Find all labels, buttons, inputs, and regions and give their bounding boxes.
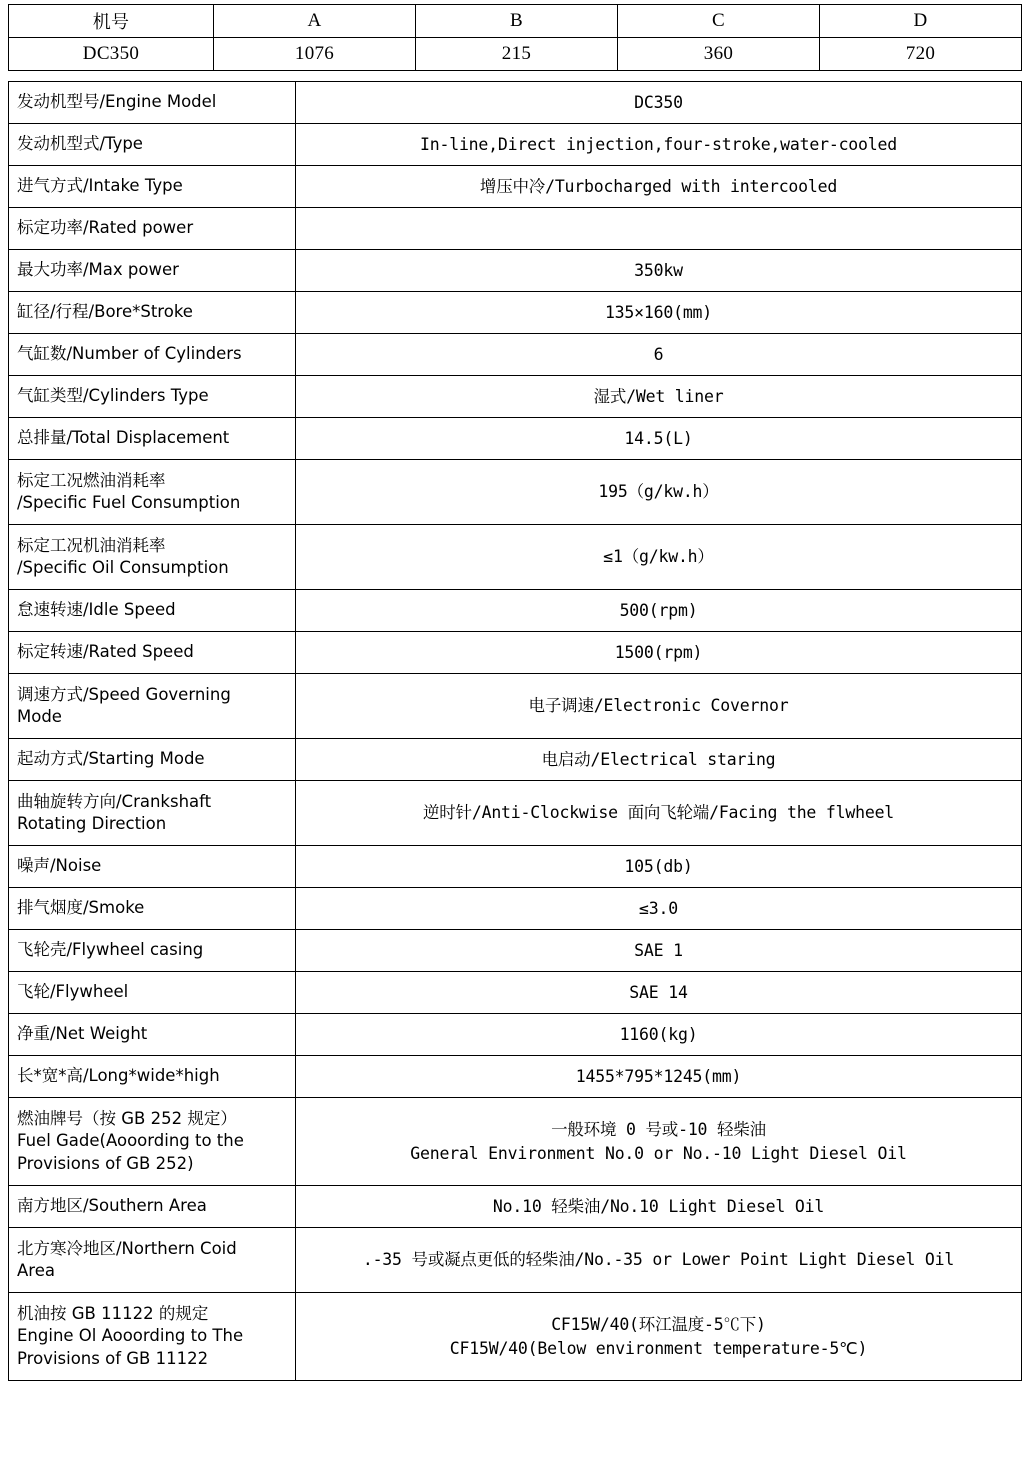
spec-label-line: 噪声/Noise <box>17 856 102 876</box>
spec-value-line: SAE 1 <box>634 940 683 960</box>
spec-label-line: 发动机型号/Engine Model <box>17 92 217 112</box>
spec-value-line: 湿式/Wet liner <box>593 386 724 406</box>
spec-value-line: General Environment No.0 or No.-10 Light Diesel Oil <box>410 1143 907 1163</box>
table-row <box>9 674 1022 739</box>
spec-label-cell <box>9 1186 296 1228</box>
spec-value-line: 135×160(mm) <box>604 302 713 322</box>
dimension-header-cell-0: 机号 <box>9 5 214 38</box>
spec-label-cell <box>9 1228 296 1293</box>
spec-label-cell <box>9 632 296 674</box>
spec-label-line: 标定工况机油消耗率 <box>17 535 166 555</box>
table-row <box>9 1014 1022 1056</box>
dimension-cell-b: 215 <box>416 38 618 71</box>
spec-label-cell <box>9 930 296 972</box>
dimension-cell-c: 360 <box>618 38 820 71</box>
dimension-cell-d: 720 <box>820 38 1022 71</box>
spec-label-cell <box>9 250 296 292</box>
table-row <box>9 525 1022 590</box>
table-row <box>9 208 1022 250</box>
spec-label-cell <box>9 739 296 781</box>
spec-label-cell <box>9 334 296 376</box>
spec-label-line: 飞轮/Flywheel <box>17 982 129 1002</box>
spec-value-line: 500(rpm) <box>619 600 698 620</box>
spec-label-cell <box>9 781 296 846</box>
spec-label-line: 飞轮壳/Flywheel casing <box>17 940 204 960</box>
table-row <box>9 292 1022 334</box>
spec-value-line: 6 <box>653 344 664 364</box>
table-row <box>9 250 1022 292</box>
dimension-header-cell-1: A <box>214 5 416 38</box>
spec-label-line: 起动方式/Starting Mode <box>17 749 205 769</box>
spec-label-line: 曲轴旋转方向/Crankshaft <box>17 791 212 811</box>
spec-label-line: Fuel Gade(Aooording to the <box>17 1131 244 1151</box>
spec-label-line: Engine Ol Aooording to The <box>17 1326 244 1346</box>
spec-value-cell <box>296 1098 1022 1186</box>
spec-label-line: Rotating Direction <box>17 814 167 833</box>
spec-label-line: 北方寒冷地区/Northern Coid <box>17 1238 237 1258</box>
spec-value-line: SAE 14 <box>629 982 688 1002</box>
dimension-cell-a: 1076 <box>214 38 416 71</box>
spec-label-cell <box>9 972 296 1014</box>
spec-label-line: 进气方式/Intake Type <box>17 176 183 196</box>
spec-label-line: Provisions of GB 11122 <box>17 1348 209 1368</box>
spec-label-line: 标定转速/Rated Speed <box>17 642 194 662</box>
table-row <box>9 846 1022 888</box>
spec-label-line: 气缸数/Number of Cylinders <box>17 344 242 364</box>
dimension-header-cell-2: B <box>416 5 618 38</box>
spec-label-cell <box>9 674 296 739</box>
spec-value-cell <box>296 124 1022 166</box>
spec-label-line: 南方地区/Southern Area <box>17 1196 207 1216</box>
spec-value-line: DC350 <box>634 92 683 112</box>
spec-label-line: 燃油牌号（按 GB 252 规定） <box>17 1109 237 1129</box>
spec-label-cell <box>9 124 296 166</box>
table-row <box>9 124 1022 166</box>
table-row <box>9 334 1022 376</box>
spec-label-cell <box>9 846 296 888</box>
spec-label-line: Mode <box>17 707 62 726</box>
table-row <box>9 1293 1022 1381</box>
spec-value-line: 1160(kg) <box>619 1024 698 1044</box>
table-row <box>9 781 1022 846</box>
spec-value-line: 逆时针/Anti-Clockwise 面向飞轮端/Facing the flwheel <box>422 803 895 823</box>
spec-value-line: CF15W/40(Below environment temperature-5℃) <box>449 1338 868 1358</box>
spec-value-cell <box>296 674 1022 739</box>
dimension-header-cell-4: D <box>820 5 1022 38</box>
spec-value-cell <box>296 250 1022 292</box>
spec-label-cell <box>9 418 296 460</box>
spec-label-line: 机油按 GB 11122 的规定 <box>17 1304 209 1324</box>
spec-value-cell <box>296 376 1022 418</box>
spec-label-cell <box>9 1098 296 1186</box>
table-row <box>9 888 1022 930</box>
table-row <box>9 1186 1022 1228</box>
table-row <box>9 930 1022 972</box>
table-row <box>9 82 1022 124</box>
table-row <box>9 590 1022 632</box>
spec-value-cell <box>296 972 1022 1014</box>
spec-label-cell <box>9 166 296 208</box>
spec-value-line: No.10 轻柴油/No.10 Light Diesel Oil <box>492 1196 825 1216</box>
spec-label-line: 排气烟度/Smoke <box>17 898 145 918</box>
spec-value-cell <box>296 1056 1022 1098</box>
table-row-header <box>9 5 1022 38</box>
spec-value-cell <box>296 739 1022 781</box>
spec-label-line: 气缸类型/Cylinders Type <box>17 386 209 406</box>
spec-value-cell <box>296 1014 1022 1056</box>
spec-value-line: 1455*795*1245(mm) <box>575 1066 742 1086</box>
spec-label-line: 怠速转速/Idle Speed <box>17 600 176 620</box>
table-row <box>9 460 1022 525</box>
spec-label-line: 标定功率/Rated power <box>17 218 194 238</box>
table-row <box>9 972 1022 1014</box>
spec-value-cell <box>296 208 1022 250</box>
spec-label-line: 总排量/Total Displacement <box>17 428 230 448</box>
spec-label-cell <box>9 1293 296 1381</box>
spec-label-line: 发动机型式/Type <box>17 134 143 154</box>
table-row <box>9 376 1022 418</box>
spec-value-line: 1500(rpm) <box>614 642 703 662</box>
spec-label-line: 净重/Net Weight <box>17 1024 148 1044</box>
spec-label-cell <box>9 1056 296 1098</box>
spec-value-line: 电启动/Electrical staring <box>541 749 776 769</box>
spec-label-cell <box>9 208 296 250</box>
spec-label-line: 长*宽*高/Long*wide*high <box>17 1066 220 1086</box>
spec-value-line: 增压中冷/Turbocharged with intercooled <box>479 176 838 196</box>
spec-value-line: 14.5(L) <box>624 428 693 448</box>
spec-value-cell <box>296 460 1022 525</box>
spec-label-cell <box>9 82 296 124</box>
spec-value-cell <box>296 82 1022 124</box>
spec-value-cell <box>296 888 1022 930</box>
spec-label-cell <box>9 590 296 632</box>
spec-label-cell <box>9 376 296 418</box>
spec-value-line: 195（g/kw.h） <box>598 482 719 502</box>
spec-value-cell <box>296 632 1022 674</box>
spec-label-line: /Specific Fuel Consumption <box>17 493 241 512</box>
spec-value-line: CF15W/40(环江温度-5℃下) <box>551 1315 766 1335</box>
spec-label-line: Area <box>17 1261 55 1280</box>
spec-label-cell <box>9 1014 296 1056</box>
spec-label-line: 调速方式/Speed Governing <box>17 684 231 704</box>
spec-label-cell <box>9 292 296 334</box>
spec-label-cell <box>9 460 296 525</box>
spec-value-cell <box>296 1186 1022 1228</box>
spec-value-cell <box>296 590 1022 632</box>
spec-value-cell <box>296 166 1022 208</box>
dimension-header-cell-3: C <box>618 5 820 38</box>
spec-value-cell <box>296 525 1022 590</box>
spec-value-line: 105(db) <box>624 856 693 876</box>
spec-value-cell <box>296 781 1022 846</box>
spec-value-cell <box>296 930 1022 972</box>
spec-label-cell <box>9 525 296 590</box>
spec-value-cell <box>296 1228 1022 1293</box>
spec-value-line: 350kw <box>634 260 683 280</box>
spec-value-line: In-line,Direct injection,four-stroke,water-cooled <box>420 134 897 154</box>
table-row <box>9 1056 1022 1098</box>
spec-label-line: 标定工况燃油消耗率 <box>17 470 166 490</box>
table-row <box>9 1228 1022 1293</box>
engine-spec-table <box>8 81 1022 1381</box>
table-row <box>9 1098 1022 1186</box>
table-row <box>9 418 1022 460</box>
spec-label-line: 最大功率/Max power <box>17 260 179 280</box>
table-row <box>9 739 1022 781</box>
dimension-table <box>8 4 1022 71</box>
spec-value-cell <box>296 846 1022 888</box>
spec-value-line: .-35 号或凝点更低的轻柴油/No.-35 or Lower Point Light Diesel Oil <box>362 1250 955 1270</box>
spec-label-line: /Specific Oil Consumption <box>17 558 229 577</box>
spec-label-line: 缸径/行程/Bore*Stroke <box>17 302 193 322</box>
spec-value-line: ≤3.0 <box>639 898 678 918</box>
table-row <box>9 632 1022 674</box>
dimension-cell-model: DC350 <box>9 38 214 71</box>
spec-value-cell <box>296 334 1022 376</box>
spec-label-cell <box>9 888 296 930</box>
spec-value-cell <box>296 418 1022 460</box>
spec-label-line: Provisions of GB 252) <box>17 1153 194 1173</box>
table-row <box>9 166 1022 208</box>
spec-value-line: ≤1（g/kw.h） <box>603 547 714 567</box>
spec-value-cell <box>296 292 1022 334</box>
spec-value-line: 一般环境 0 号或-10 轻柴油 <box>551 1120 766 1140</box>
table-row <box>9 38 1022 71</box>
spec-value-cell <box>296 1293 1022 1381</box>
spec-value-line: 电子调速/Electronic Covernor <box>528 696 789 716</box>
